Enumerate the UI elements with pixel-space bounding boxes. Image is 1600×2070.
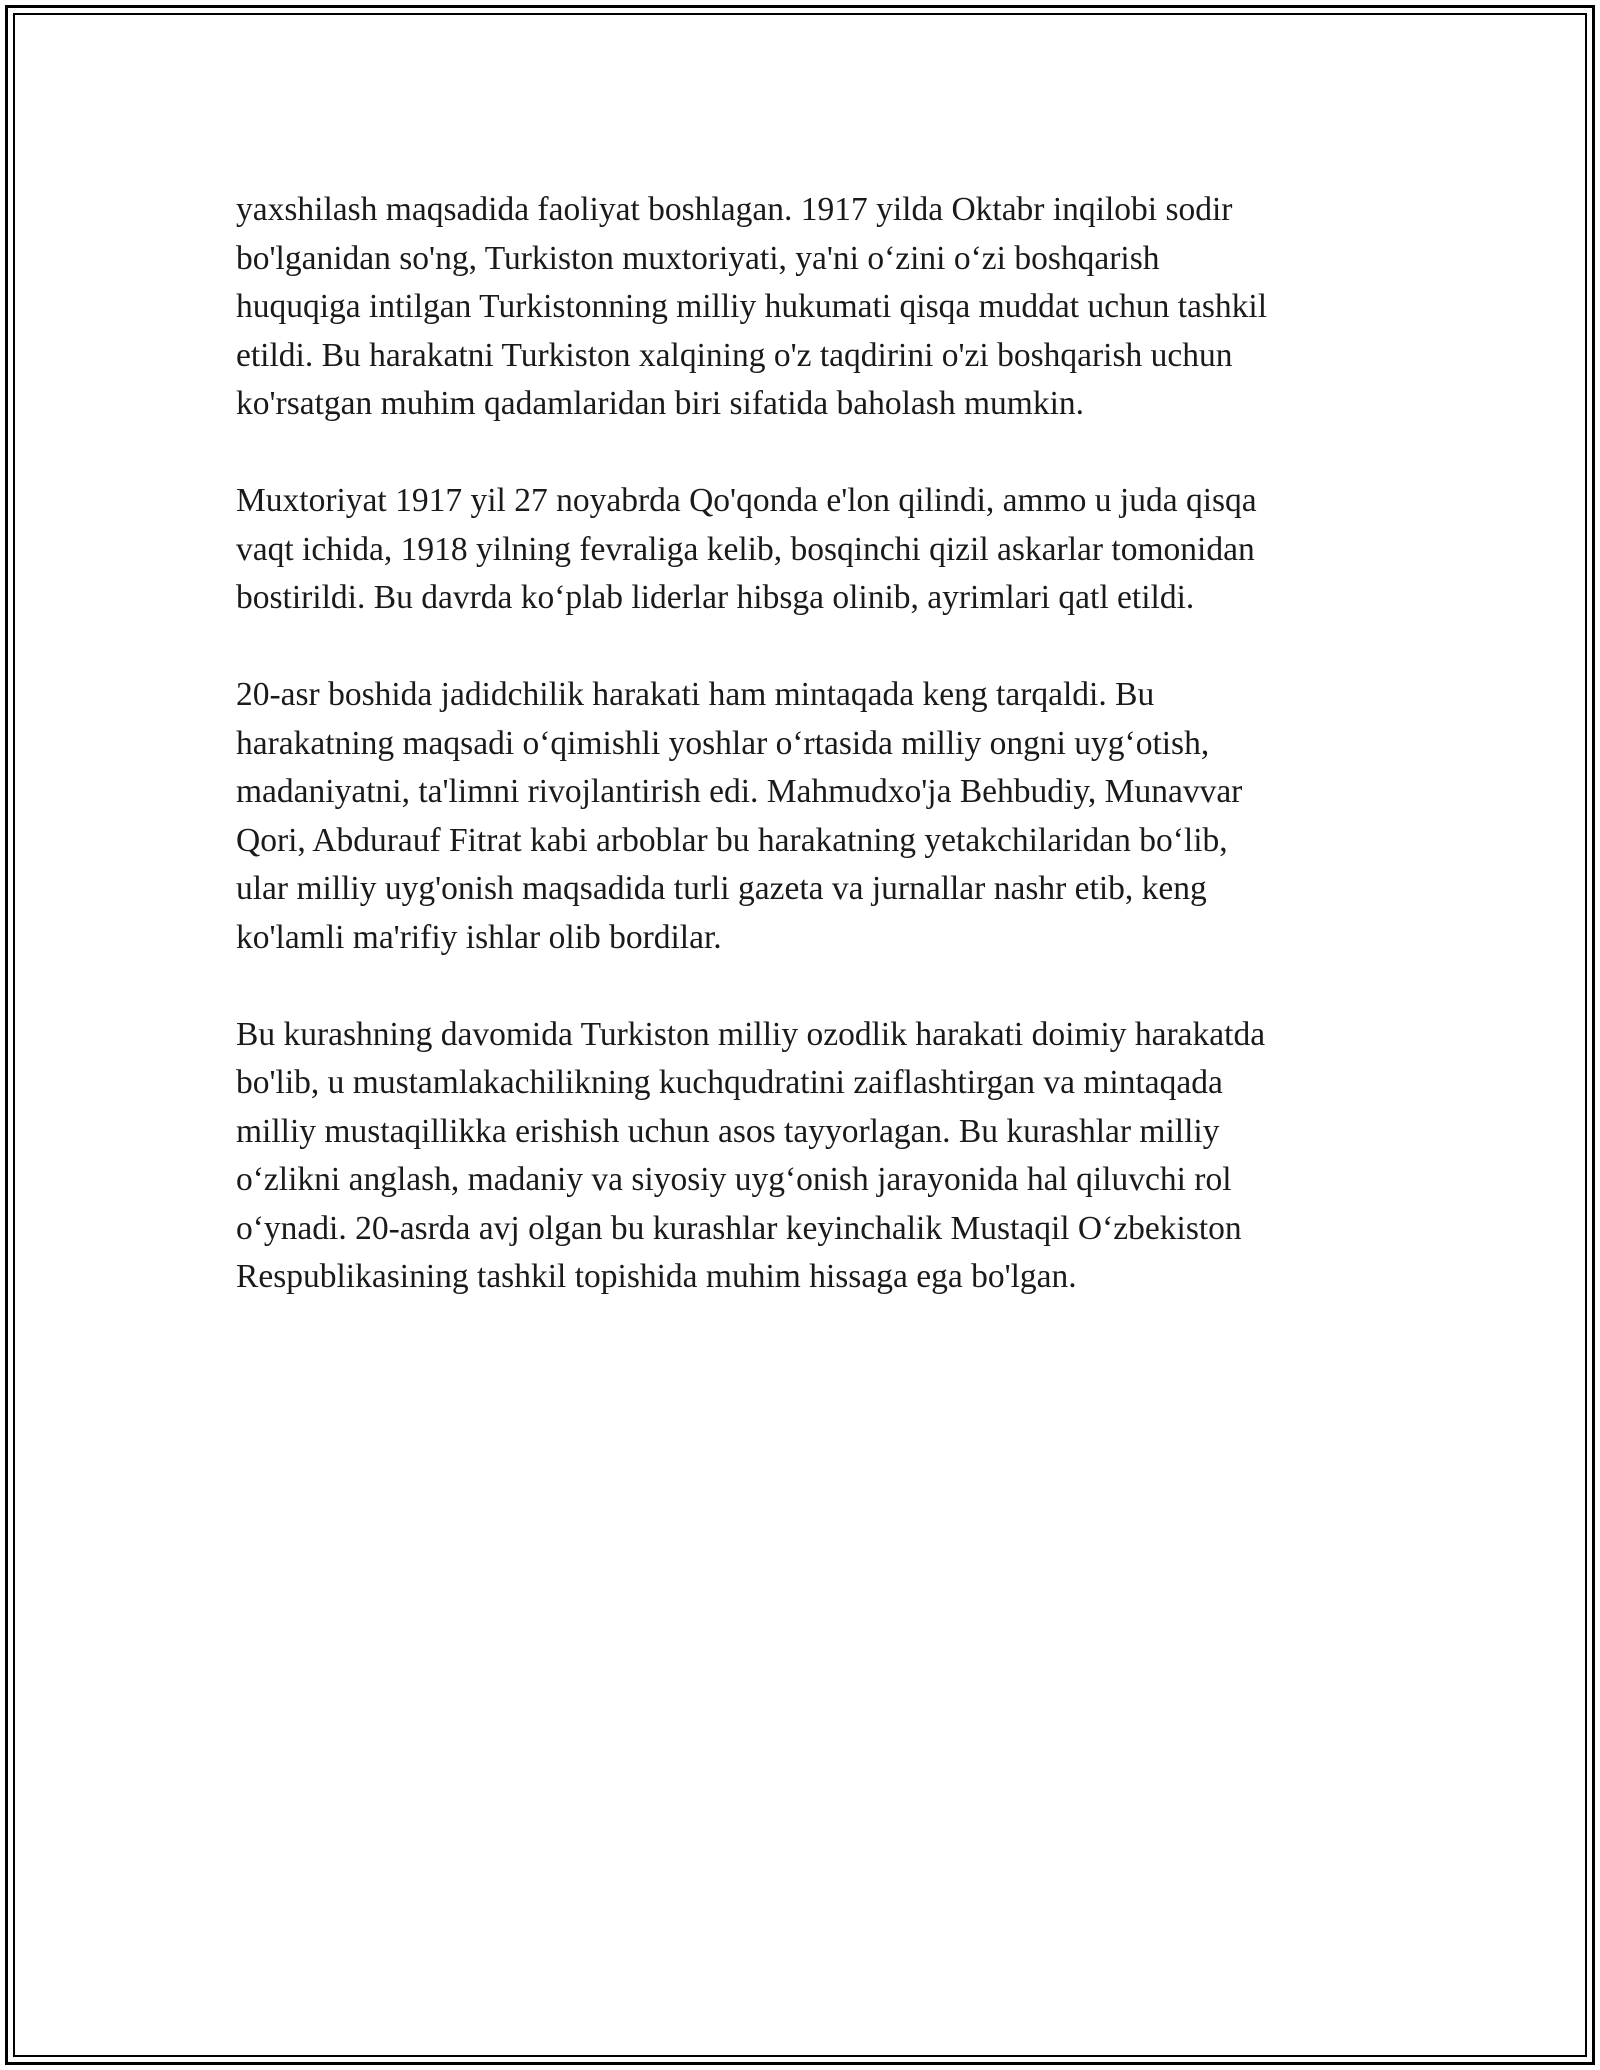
- paragraph-line: bo'lganidan so'ng, Turkiston muxtoriyati, ya'ni o‘zini o‘zi boshqarish: [236, 239, 1160, 277]
- paragraph-line: ular milliy uyg'onish maqsadida turli gazeta va jurnallar nashr etib, keng: [236, 870, 1207, 907]
- paragraph-line: madaniyatni, ta'limni rivojlantirish edi. Mahmudxo'ja Behbudiy, Munavvar: [236, 773, 1243, 810]
- paragraph-line: Bu kurashning davomida Turkiston milliy ozodlik harakati doimiy harakatda: [236, 1015, 1266, 1053]
- paragraph-line: huquqiga intilgan Turkistonning milliy hukumati qisqa muddat uchun tashkil: [236, 288, 1268, 325]
- paragraph-line: ko'lamli ma'rifiy ishlar olib bordilar.: [236, 918, 722, 956]
- paragraph-line: vaqt ichida, 1918 yilning fevraliga kelib, bosqinchi qizil askarlar tomonidan: [236, 530, 1255, 568]
- paragraph-line: etildi. Bu harakatni Turkiston xalqining o'z taqdirini o'zi boshqarish uchun: [236, 336, 1233, 374]
- document-body: [236, 186, 1396, 1350]
- paragraph-1: [236, 186, 1396, 429]
- paragraph-line: o‘ynadi. 20-asrda avj olgan bu kurashlar keyinchalik Mustaqil O‘zbekiston: [236, 1209, 1242, 1247]
- paragraph-line: harakatning maqsadi o‘qimishli yoshlar o‘rtasida milliy ongni uyg‘otish,: [236, 724, 1210, 762]
- paragraph-line: o‘zlikni anglash, madaniy va siyosiy uyg‘onish jarayonida hal qiluvchi rol: [236, 1161, 1232, 1198]
- paragraph-line: ko'rsatgan muhim qadamlaridan biri sifatida baholash mumkin.: [236, 385, 1085, 422]
- paragraph-line: Respublikasining tashkil topishida muhim hissaga ega bo'lgan.: [236, 1258, 1077, 1295]
- paragraph-line: yaxshilash maqsadida faoliyat boshlagan. 1917 yilda Oktabr inqilobi sodir: [236, 191, 1233, 228]
- paragraph-2: [236, 477, 1396, 623]
- paragraph-3: [236, 671, 1396, 962]
- paragraph-line: bostirildi. Bu davrda ko‘plab liderlar hibsga olinib, ayrimlari qatl etildi.: [236, 579, 1195, 616]
- paragraph-line: milliy mustaqillikka erishish uchun asos tayyorlagan. Bu kurashlar milliy: [236, 1112, 1220, 1150]
- paragraph-4: [236, 1011, 1396, 1302]
- paragraph-line: bo'lib, u mustamlakachilikning kuchqudratini zaiflashtirgan va mintaqada: [236, 1064, 1223, 1101]
- paragraph-line: 20-asr boshida jadidchilik harakati ham mintaqada keng tarqaldi. Bu: [236, 676, 1155, 713]
- paragraph-line: Qori, Abdurauf Fitrat kabi arboblar bu harakatning yetakchilaridan bo‘lib,: [236, 821, 1228, 859]
- paragraph-line: Muxtoriyat 1917 yil 27 noyabrda Qo'qonda e'lon qilindi, ammo u juda qisqa: [236, 482, 1257, 519]
